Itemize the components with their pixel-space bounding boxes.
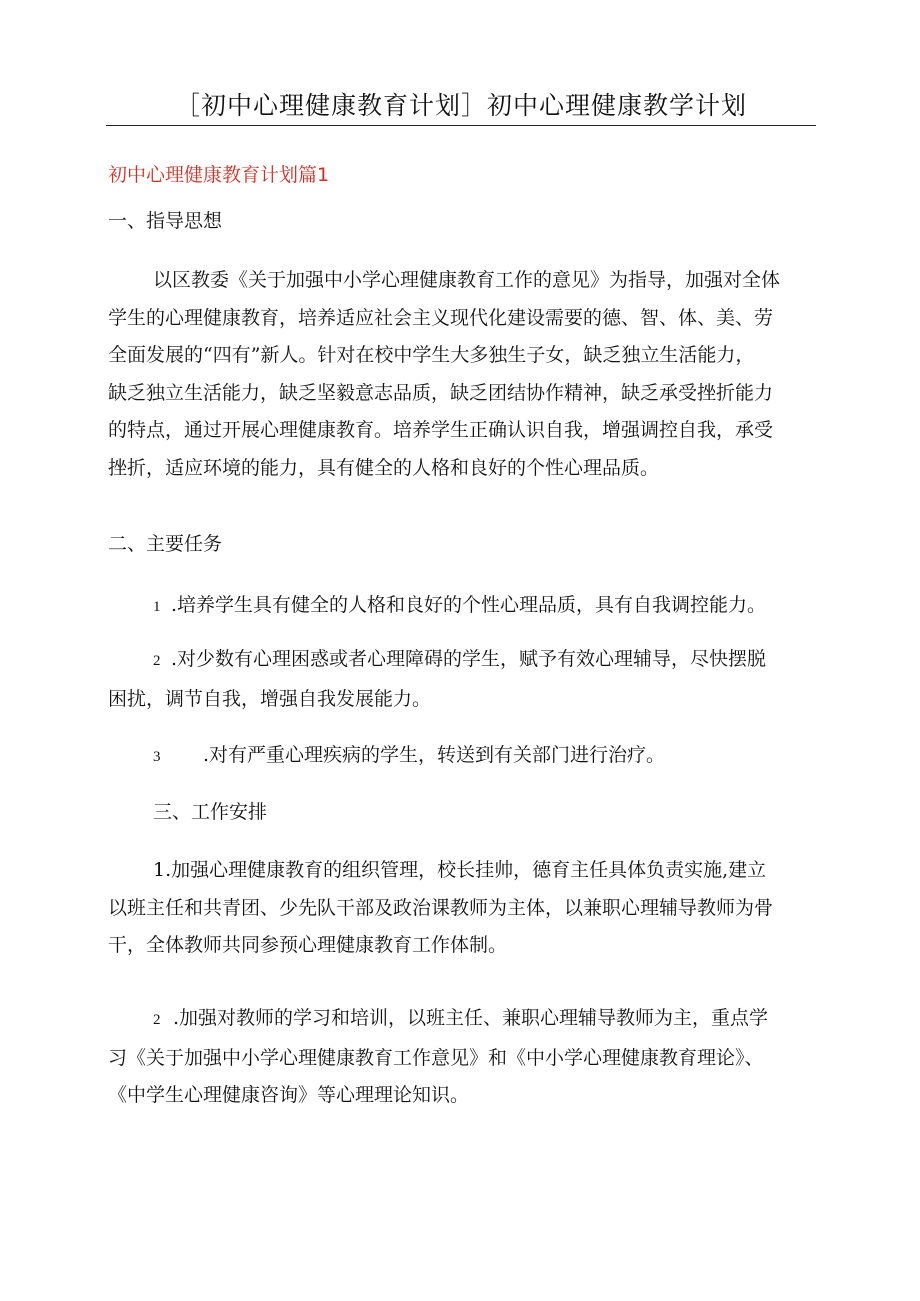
- task-text: .培养学生具有健全的人格和良好的个性心理品质，具有自我调控能力。: [171, 594, 767, 616]
- item-number: 2: [153, 1012, 161, 1028]
- paragraph-line: [108, 1000, 816, 1040]
- paragraph-line: 以区教委《关于加强中小学心理健康教育工作的意见》为指导，加强对全体: [153, 269, 781, 291]
- task-text: .对有严重心理疾病的学生，转送到有关部门进行治疗。: [203, 744, 666, 766]
- paragraph-line: 学生的心理健康教育，培养适应社会主义现代化建设需要的德、智、体、美、劳: [108, 306, 774, 329]
- task-item-2: [153, 641, 766, 681]
- task-item-1: [153, 587, 766, 627]
- paragraph-line: 《中学生心理健康咨询》等心理理论知识。: [108, 1084, 470, 1106]
- guiding-ideology-paragraph: [108, 262, 816, 487]
- document-title: ［初中心理健康教育计划］初中心理健康教学计划: [174, 91, 747, 120]
- paragraph-line: 缺乏独立生活能力，缺乏坚毅意志品质，缺乏团结协作精神，缺乏承受挫折能力: [108, 381, 774, 404]
- paragraph-line: 干，全体教师共同参预心理健康教育工作体制。: [108, 934, 508, 956]
- task-item-2-continuation: 困扰，调节自我，增强自我发展能力。: [108, 688, 432, 710]
- task-number: 2: [153, 653, 161, 669]
- paragraph-line: 全面发展的“四有”新人。针对在校中学生大多独生子女，缺乏独立生活能力，: [108, 344, 755, 366]
- work-arrangement-item-1: [108, 852, 816, 965]
- task-number: 1: [153, 599, 161, 615]
- section-heading-work-arrangement: 三、工作安排: [153, 801, 268, 823]
- plan-subtitle: 初中心理健康教育计划篇1: [108, 164, 330, 186]
- paragraph-line: 以班主任和共青团、少先队干部及政治课教师为主体，以兼职心理辅导教师为骨: [108, 896, 774, 919]
- title-underline: [106, 125, 816, 126]
- item-text: .加强对教师的学习和培训，以班主任、兼职心理辅导教师为主，重点学: [173, 1007, 769, 1029]
- task-number: 3: [153, 749, 161, 765]
- paragraph-line: 习《关于加强中小学心理健康教育工作意见》和《中小学心理健康教育理论》、: [108, 1046, 764, 1069]
- paragraph-line: 1.加强心理健康教育的组织管理，校长挂帅，德育主任具体负责实施,建立: [153, 859, 767, 881]
- section-heading-main-tasks: 二、主要任务: [108, 533, 223, 555]
- task-text: .对少数有心理困惑或者心理障碍的学生，赋予有效心理辅导，尽快摆脱: [171, 648, 767, 670]
- paragraph-line: 的特点，通过开展心理健康教育。培养学生正确认识自我，增强调控自我，承受: [108, 419, 774, 441]
- task-item-3: [153, 737, 665, 777]
- work-arrangement-item-2: [108, 1000, 816, 1115]
- paragraph-line: 挫折，适应环境的能力，具有健全的人格和良好的个性心理品质。: [108, 456, 660, 479]
- section-heading-guiding-ideology: 一、指导思想: [108, 210, 223, 232]
